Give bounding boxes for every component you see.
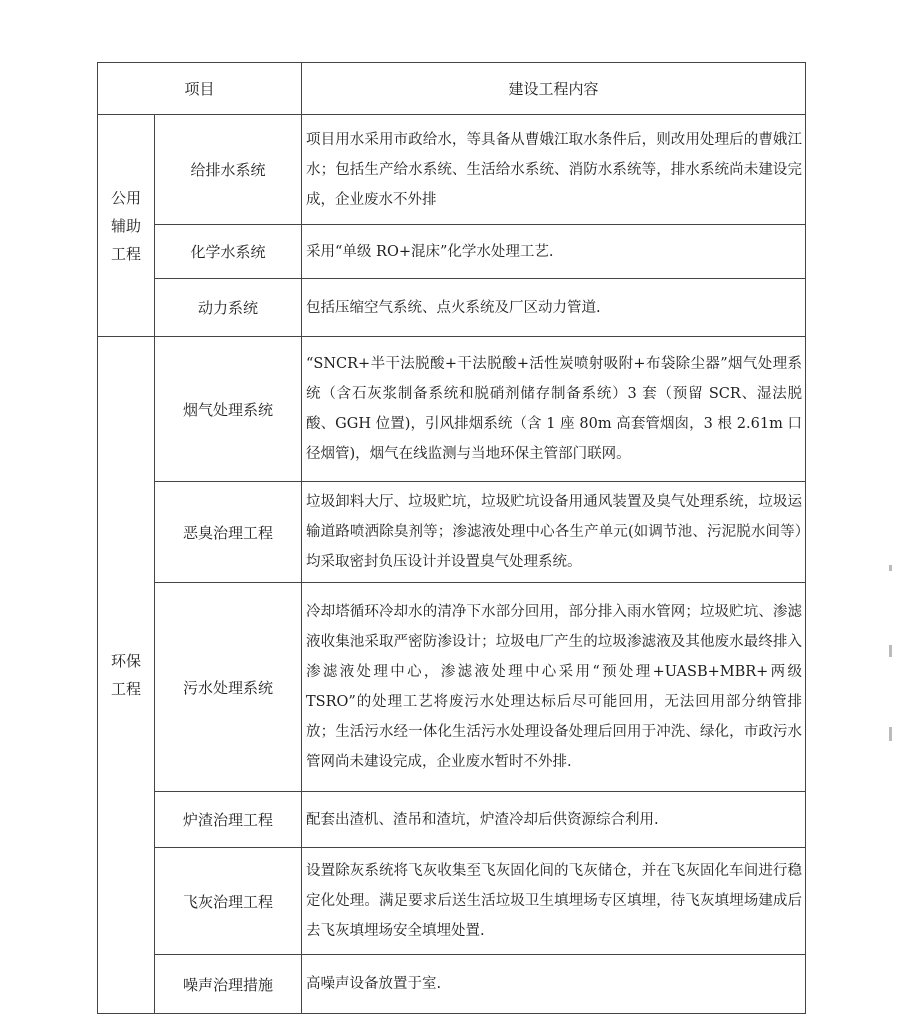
row-name: 动力系统	[155, 279, 302, 337]
table-row	[98, 279, 806, 337]
table-row	[98, 225, 806, 279]
table-row	[98, 482, 806, 583]
row-name: 飞灰治理工程	[155, 848, 302, 955]
row-content: 垃圾卸料大厅、垃圾贮坑，垃圾贮坑设备用通风装置及臭气处理系统，垃圾运输道路喷洒除臭剂等；渗滤液处理中心各生产单元(如调节池、污泥脱水间等）均采取密封负压设计并设置臭气处理系统。	[302, 482, 806, 583]
row-content: “SNCR+半干法脱酸+干法脱酸+活性炭喷射吸附+布袋除尘器”烟气处理系统（含石灰浆制备系统和脱硝剂储存制备系统）3 套（预留 SCR、湿法脱酸、GGH 位置)，引风排烟系统（含 1 座 80m 高套管烟囱，3 根 2.61m 口径烟管)，烟气在线监测与当地环保主管部门联网。	[302, 337, 806, 482]
row-name: 炉渣治理工程	[155, 792, 302, 848]
category-label: 公用辅助工程	[111, 188, 142, 263]
row-content: 设置除灰系统将飞灰收集至飞灰固化间的飞灰储仓，并在飞灰固化车间进行稳定化处理。满足要求后送生活垃圾卫生填埋场专区填埋，待飞灰填埋场建成后去飞灰填埋场安全填埋处置.	[302, 848, 806, 955]
row-content: 冷却塔循环冷却水的清净下水部分回用，部分排入雨水管网；垃圾贮坑、渗滤液收集池采取严密防渗设计；垃圾电厂产生的垃圾渗滤液及其他废水最终排入渗滤液处理中心，渗滤液处理中心采用“预处理+UASB+MBR+两级TSRO”的处理工艺将废污水处理达标后尽可能回用，无法回用部分纳管排放；生活污水经一体化生活污水处理设备处理后回用于冲洗、绿化，市政污水管网尚未建设完成，企业废水暂时不外排.	[302, 583, 806, 792]
row-name: 噪声治理措施	[155, 955, 302, 1014]
category-label: 环保工程	[111, 652, 142, 698]
row-content: 项目用水采用市政给水，等具备从曹娥江取水条件后，则改用处理后的曹娥江水；包括生产给水系统、生活给水系统、消防水系统等，排水系统尚未建设完成，企业废水不外排	[302, 115, 806, 225]
table-row	[98, 583, 806, 792]
row-name: 给排水系统	[155, 115, 302, 225]
project-content-table	[97, 62, 806, 1014]
category-public-auxiliary	[98, 115, 155, 337]
scan-margin-mark	[889, 645, 892, 657]
table-row	[98, 792, 806, 848]
row-name: 恶臭治理工程	[155, 482, 302, 583]
row-name: 烟气处理系统	[155, 337, 302, 482]
row-content: 包括压缩空气系统、点火系统及厂区动力管道.	[302, 279, 806, 337]
row-content: 配套出渣机、渣吊和渣坑，炉渣冷却后供资源综合利用.	[302, 792, 806, 848]
category-environmental	[98, 337, 155, 1014]
row-name: 污水处理系统	[155, 583, 302, 792]
scan-margin-mark	[889, 727, 892, 741]
table-row	[98, 337, 806, 482]
row-name: 化学水系统	[155, 225, 302, 279]
scan-margin-mark	[889, 565, 892, 571]
row-content: 高噪声设备放置于室.	[302, 955, 806, 1014]
header-item: 项目	[98, 63, 302, 115]
table-row	[98, 848, 806, 955]
table-row	[98, 955, 806, 1014]
table-header-row	[98, 63, 806, 115]
table-row	[98, 115, 806, 225]
row-content: 采用“单级 RO+混床”化学水处理工艺.	[302, 225, 806, 279]
header-content: 建设工程内容	[302, 63, 806, 115]
